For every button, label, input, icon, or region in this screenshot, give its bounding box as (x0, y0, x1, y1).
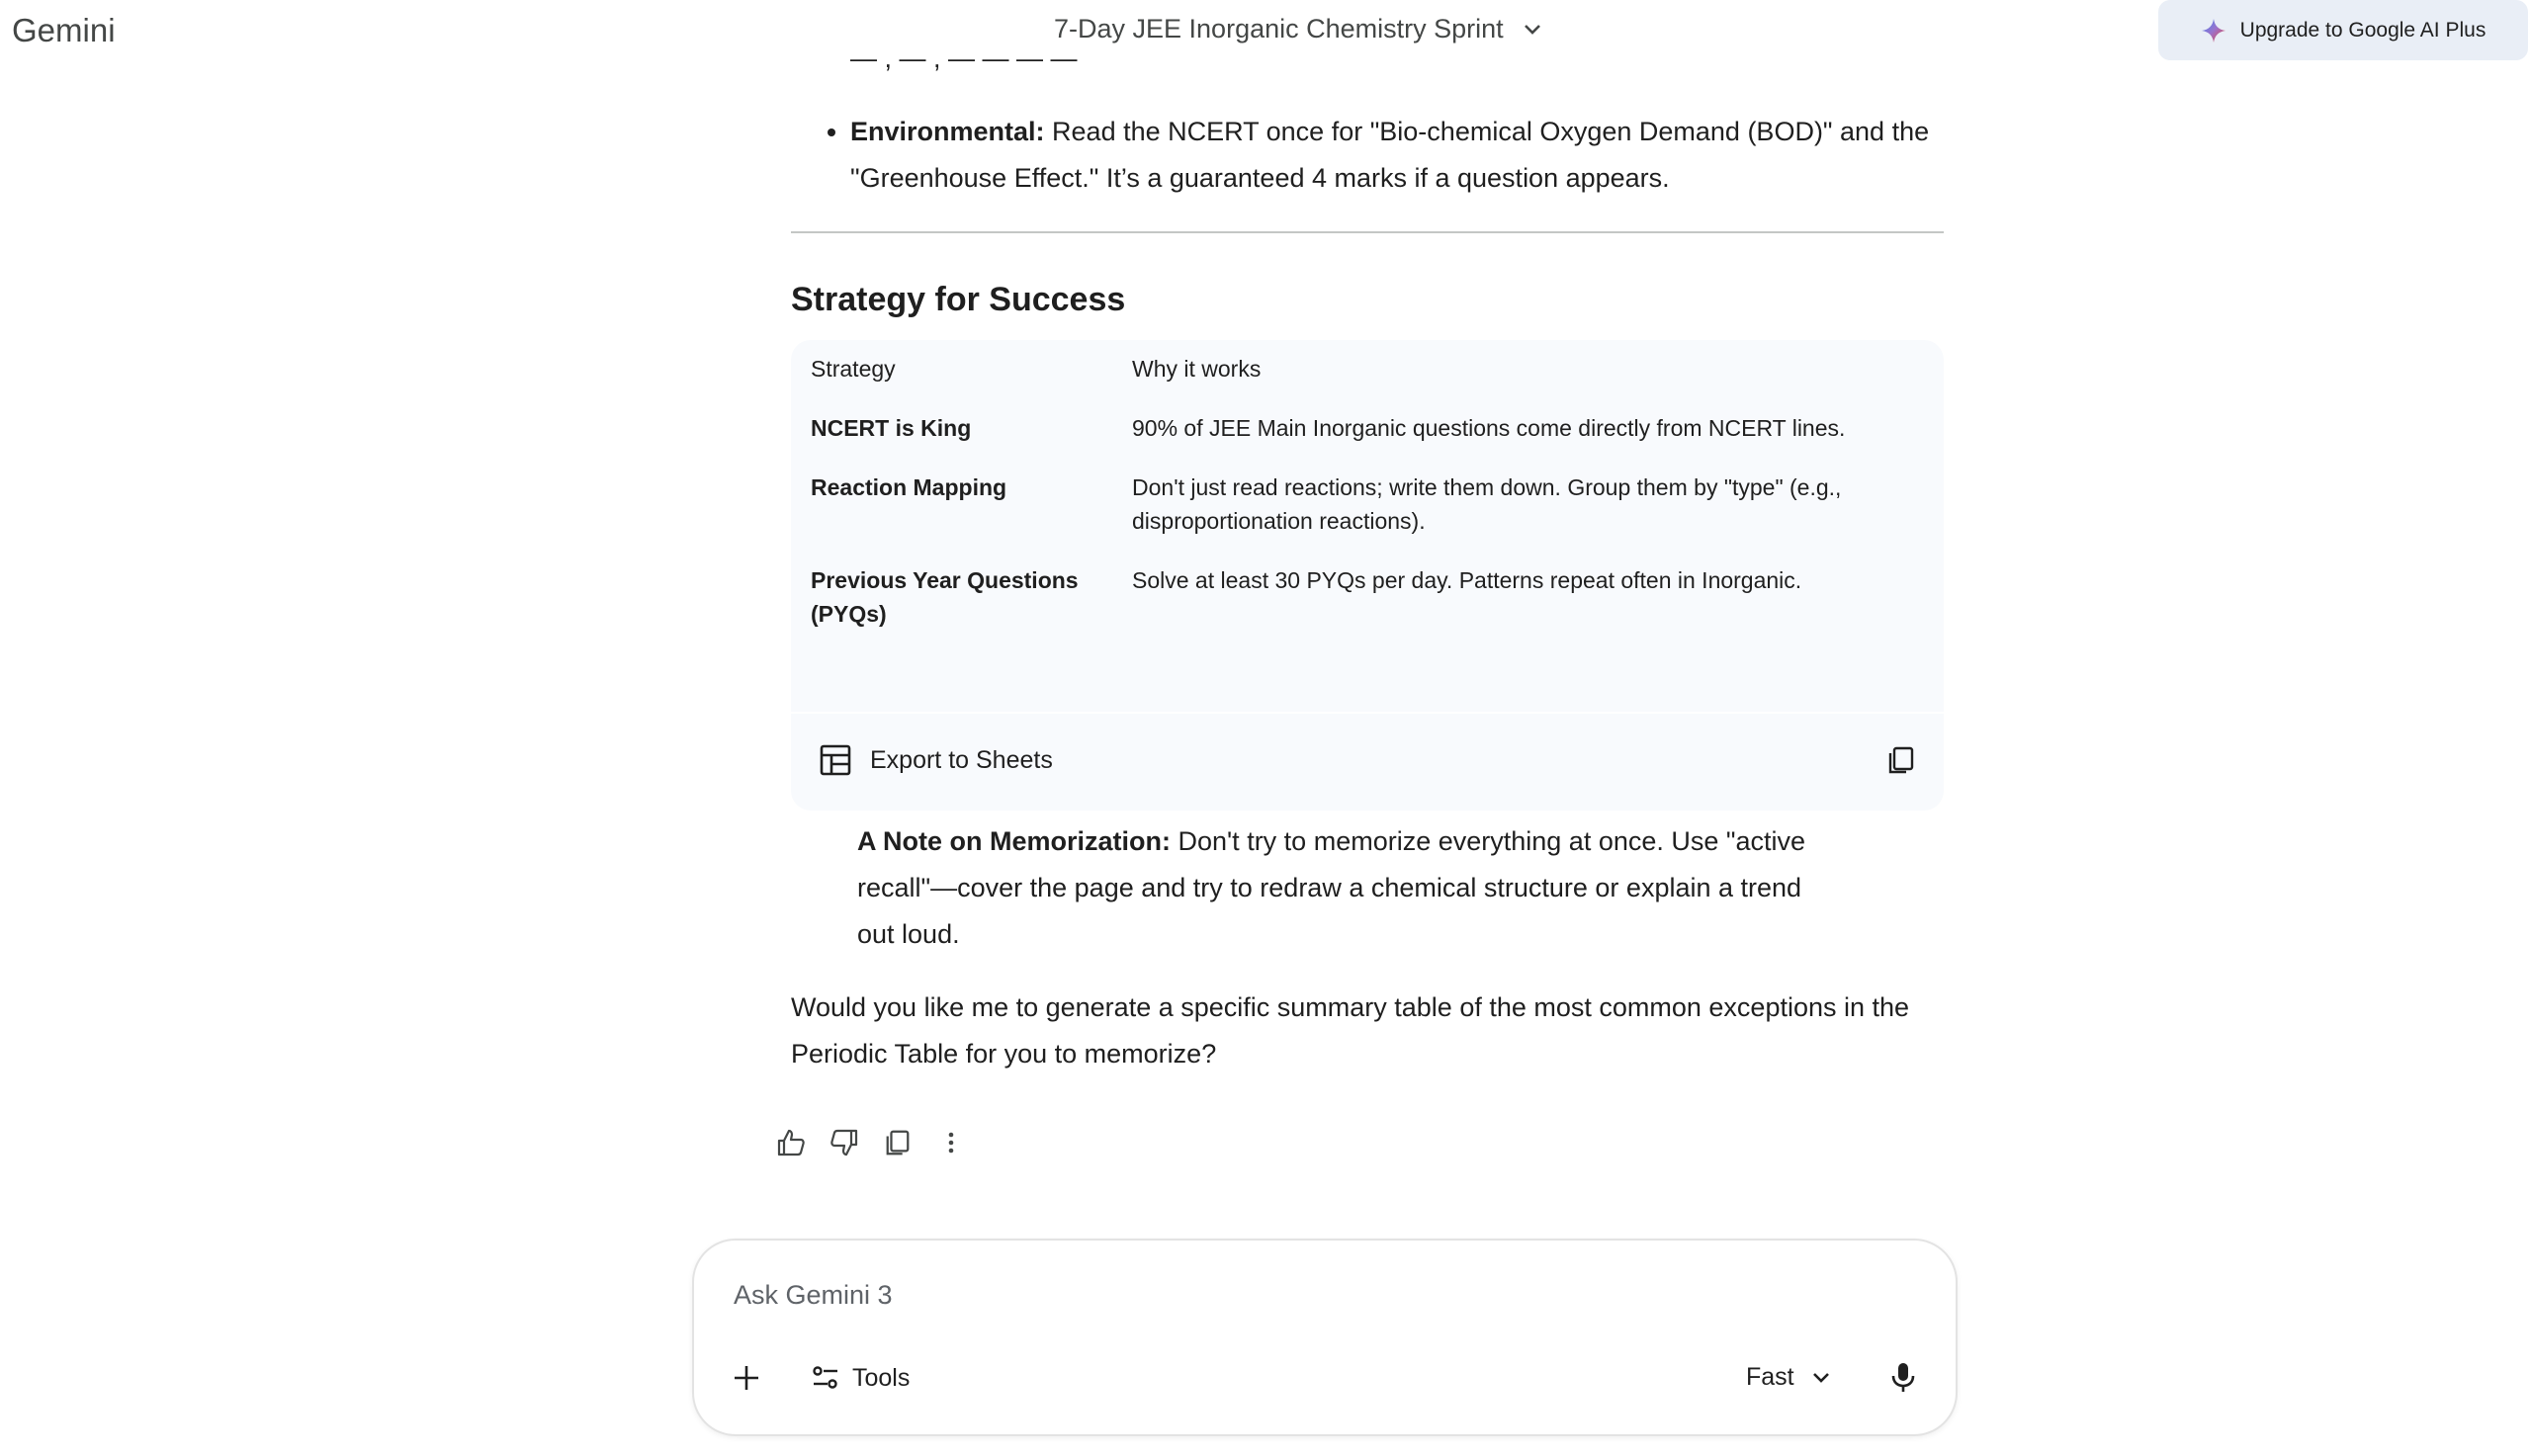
gemini-logo[interactable]: Gemini (12, 12, 116, 48)
table-row (811, 411, 1918, 471)
note-text: Don't try to memorize everything at once. Use "active recall"—cover the page and try to redraw a chemical structure or explain a trend out loud. (857, 826, 1806, 949)
thumbs-down-button[interactable] (829, 1127, 860, 1158)
strategy-name: Previous Year Questions (PYQs) (811, 567, 1079, 627)
list-item (850, 109, 1944, 202)
table-cell: 90% of JEE Main Inorganic questions come directly from NCERT lines. (1132, 415, 1846, 441)
divider (791, 231, 1944, 233)
section-heading: Strategy for Success (791, 281, 1126, 318)
table-cell: Don't just read reactions; write them down. Group them by "type" (e.g., disproportionation reactions). (1132, 474, 1842, 534)
more-vert-icon (936, 1128, 966, 1157)
tools-label: Tools (852, 1363, 911, 1392)
copy-response-button[interactable] (882, 1127, 914, 1158)
copy-table-button[interactable] (1886, 745, 1916, 780)
copy-icon (884, 1129, 912, 1156)
export-to-sheets-button[interactable] (819, 743, 1053, 777)
table-header-cell: Strategy (811, 356, 896, 382)
table-cell (811, 563, 1132, 656)
export-label: Export to Sheets (870, 745, 1053, 774)
mode-label: Fast (1746, 1363, 1794, 1391)
strategy-name: NCERT is King (811, 415, 972, 441)
bullet-list (791, 109, 1944, 202)
memorization-note (857, 818, 1846, 958)
upgrade-label: Upgrade to Google AI Plus (2239, 18, 2487, 42)
plus-icon (732, 1363, 761, 1393)
thumbs-up-button[interactable] (775, 1127, 807, 1158)
table-header-row (811, 352, 1918, 411)
table-row (811, 563, 1918, 656)
microphone-button[interactable] (1888, 1361, 1918, 1400)
copy-icon (1886, 745, 1916, 775)
prompt-input[interactable]: Ask Gemini 3 (734, 1280, 893, 1310)
response-actions (775, 1127, 967, 1158)
model-mode-selector[interactable] (1746, 1363, 1830, 1392)
chevron-down-icon (1524, 24, 1541, 36)
thumbs-down-icon (829, 1128, 859, 1157)
followup-question: Would you like me to generate a specific summary table of the most common exceptions in the Periodic Table for you to memorize? (791, 992, 1910, 1069)
tools-button[interactable] (811, 1363, 910, 1393)
table-cell (811, 411, 1132, 471)
table-header-cell: Why it works (1132, 356, 1262, 382)
table-cell (811, 471, 1132, 563)
table-icon (819, 743, 852, 777)
note-label: A Note on Memorization: (857, 826, 1171, 856)
table-row (811, 471, 1918, 563)
chevron-down-icon (1812, 1372, 1830, 1384)
sparkle-icon (2201, 18, 2226, 43)
strategy-name: Reaction Mapping (811, 474, 1007, 500)
bullet-label: Environmental: (850, 117, 1045, 146)
prompt-input-box (692, 1239, 1958, 1436)
tools-icon (811, 1363, 840, 1393)
upgrade-button[interactable] (2158, 0, 2528, 60)
top-bar (0, 0, 2531, 59)
strategy-table (811, 352, 1918, 656)
conversation-title-text: 7-Day JEE Inorganic Chemistry Sprint (1054, 14, 1504, 43)
cut-off-text (791, 59, 1944, 89)
table-cell: Solve at least 30 PYQs per day. Patterns repeat often in Inorganic. (1132, 567, 1802, 593)
microphone-icon (1888, 1361, 1918, 1395)
more-options-button[interactable] (935, 1127, 967, 1158)
thumbs-up-icon (776, 1128, 806, 1157)
bullet-text: Read the NCERT once for "Bio-chemical Oxygen Demand (BOD)" and the "Greenhouse Effect." It’s a guaranteed 4 marks if a question appears. (850, 117, 1930, 193)
table-footer (791, 712, 1944, 813)
add-attachment-button[interactable] (732, 1363, 761, 1398)
strategy-table-card (791, 340, 1944, 811)
conversation-title[interactable] (1054, 14, 1541, 44)
